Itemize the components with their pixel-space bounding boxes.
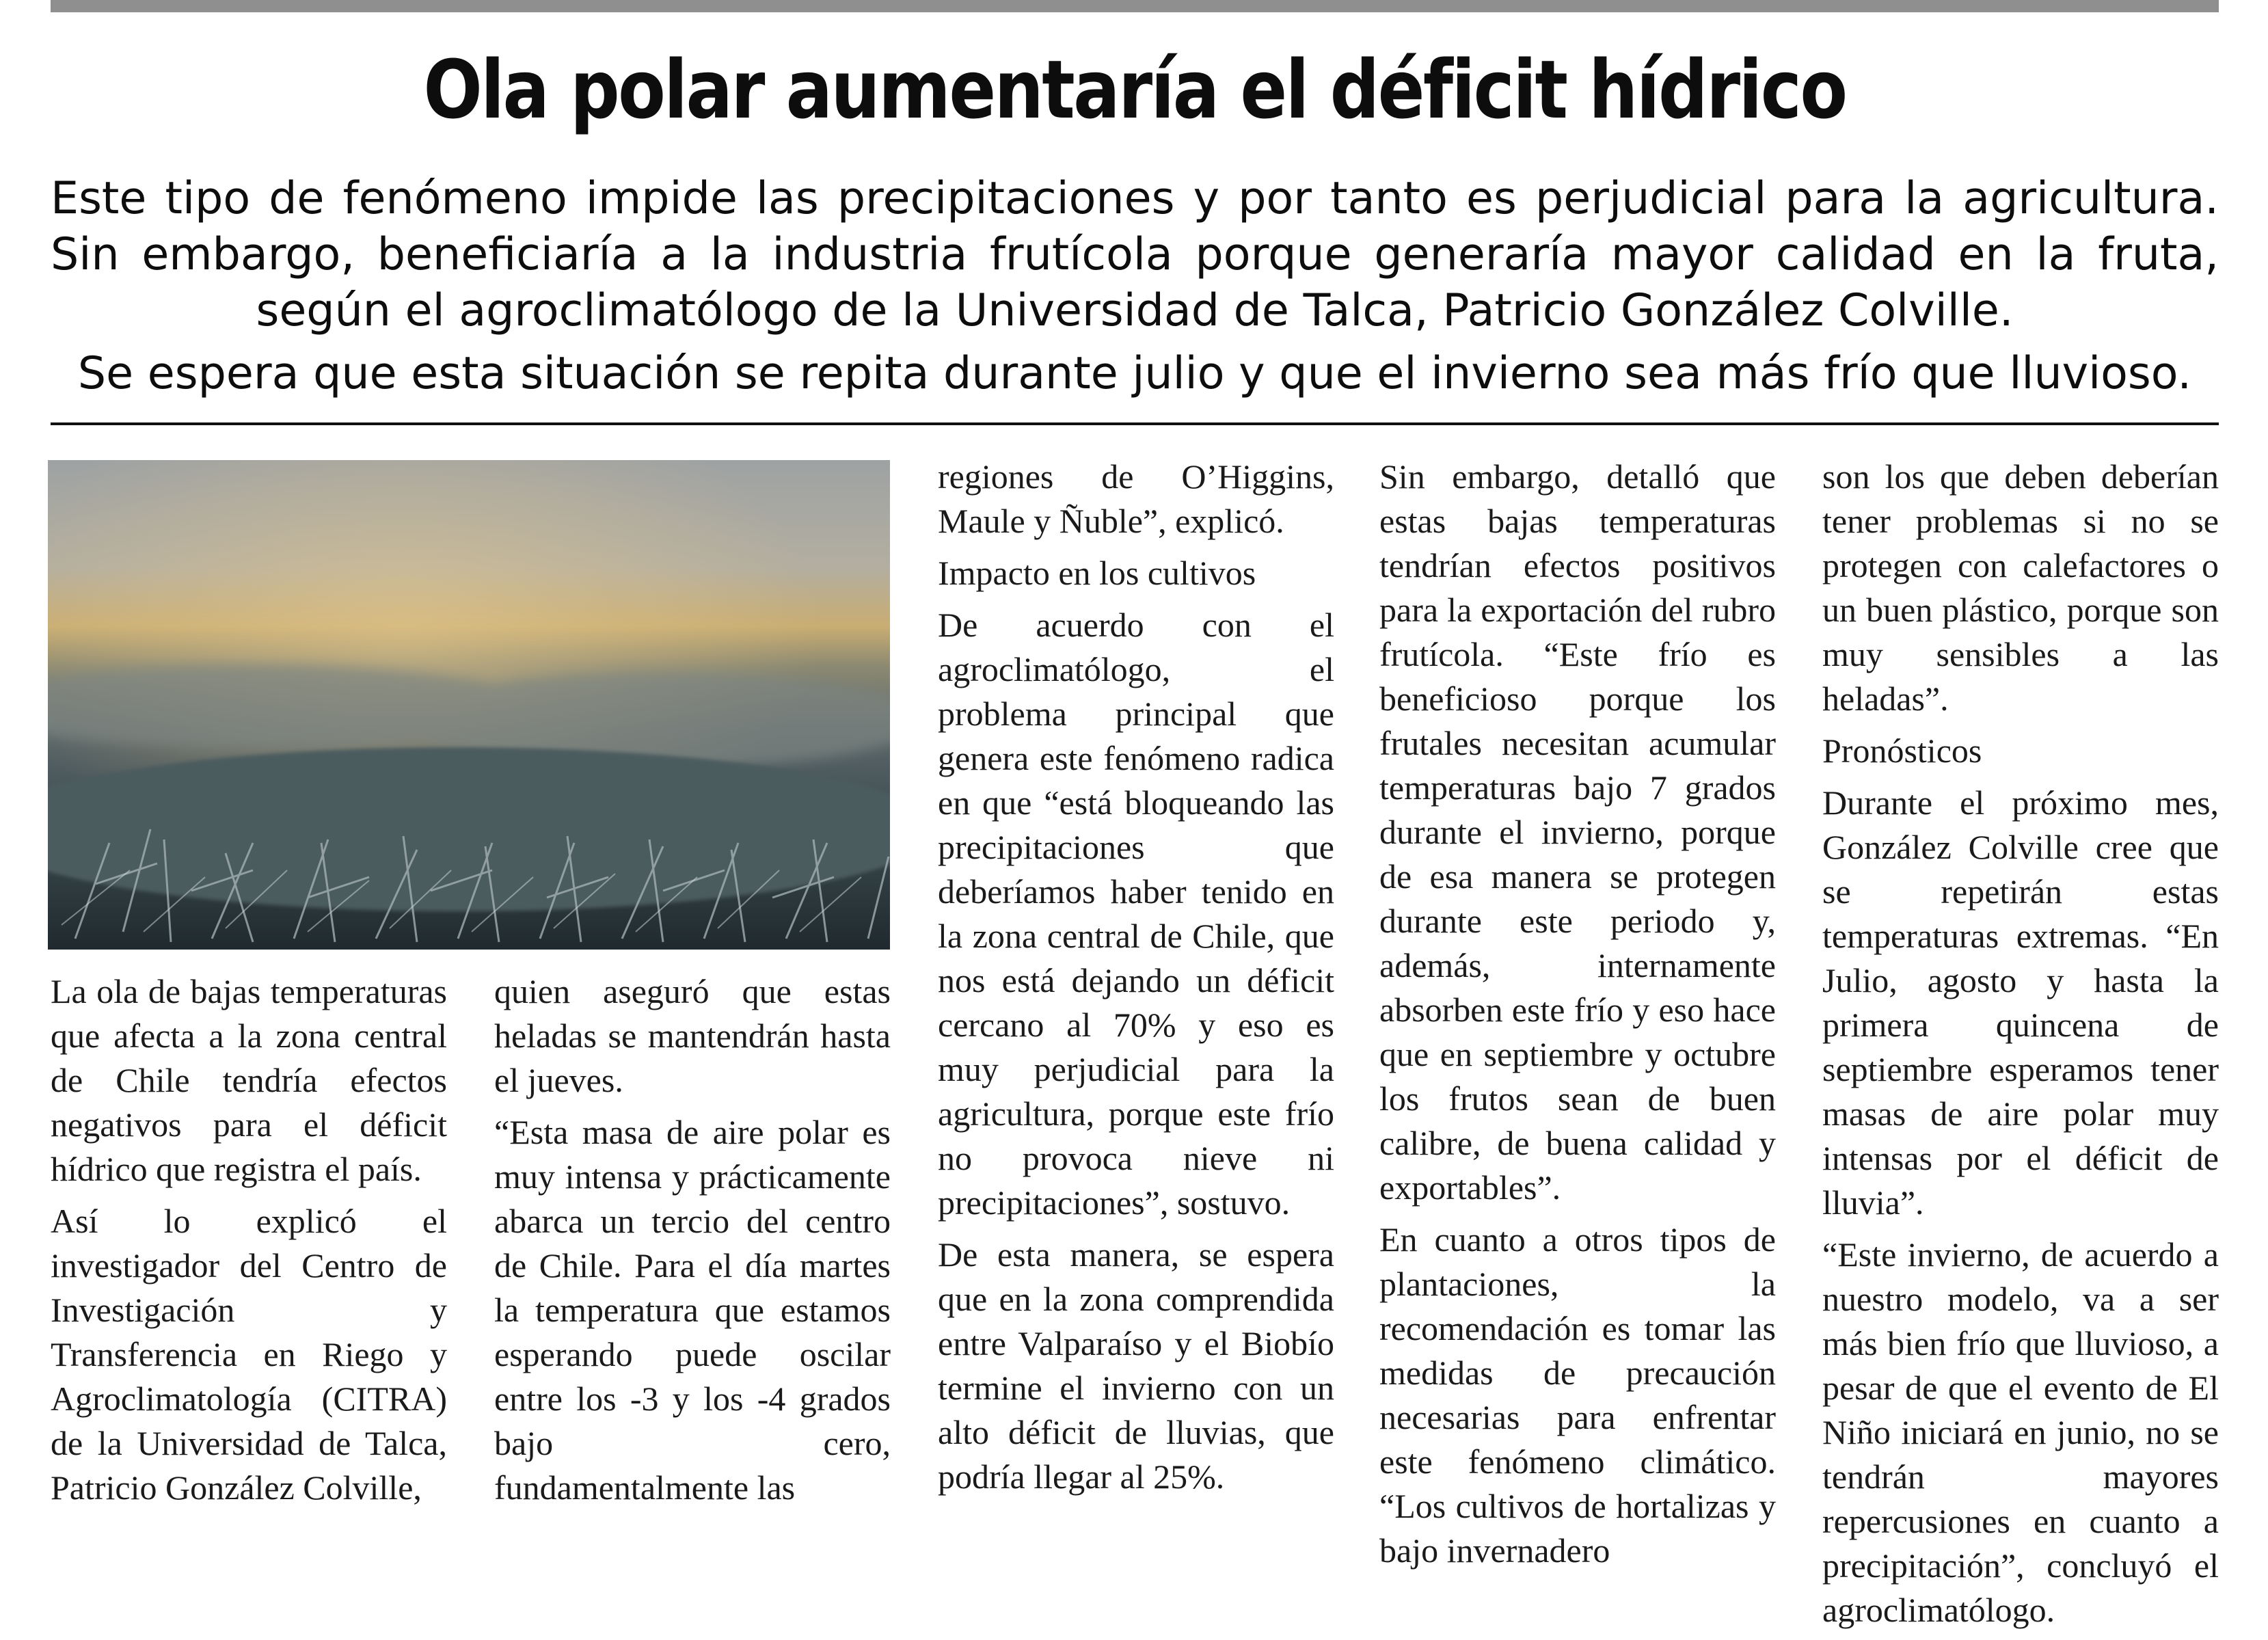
dek-paragraph: Este tipo de fenómeno impide las precipitaciones y por tanto es perjudicial para la agricultura. Sin embargo, beneficiaría a la industria frutícola porque generaría mayor calidad en la fruta, según el agroclimatólogo de la Universidad de Talca, Patricio González Colville. bbox=[51, 173, 2219, 336]
headline: Ola polar aumentaría el déficit hídrico bbox=[423, 42, 1846, 137]
body-paragraph: quien aseguró que estas heladas se mantendrán hasta el jueves. bbox=[494, 972, 891, 1099]
body-paragraph: Así lo explicó el investigador del Centro de Investigación y Transferencia en Riego y Agroclimatología (CITRA) de la Universidad de Talca, Patricio González Colville, bbox=[51, 1202, 447, 1507]
separator-rule bbox=[51, 422, 2219, 425]
body-paragraph: “Este invierno, de acuerdo a nuestro modelo, va a ser más bien frío que lluvioso, a pesar de que el evento de El Niño iniciará en junio, no se tendrán mayores repercusiones en cuanto a precipitación”, concluyó el agroclimatólogo. bbox=[1822, 1235, 2219, 1629]
top-rule bbox=[51, 0, 2219, 12]
subhead-impacto: Impacto en los cultivos bbox=[938, 554, 1256, 592]
article-photo bbox=[48, 460, 890, 950]
subhead-pronosticos: Pronósticos bbox=[1822, 731, 1982, 770]
column-3 bbox=[938, 455, 1334, 1507]
column-1 bbox=[51, 969, 447, 1518]
body-paragraph: regiones de O’Higgins, Maule y Ñuble”, explicó. bbox=[938, 457, 1334, 540]
body-paragraph: Sin embargo, detalló que estas bajas temperaturas tendrían efectos positivos para la exportación del rubro frutícola. “Este frío es beneficioso porque los frutales necesitan acumular temperaturas bajo 7 grados durante el invierno, porque de esa manera se protegen durante este periodo y, además, internamente absorben este frío y eso hace que en septiembre y octubre los frutos sean de buen calibre, de buena calidad y exportables”. bbox=[1379, 457, 1776, 1207]
body-paragraph: De esta manera, se espera que en la zona comprendida entre Valparaíso y el Biobío termine el invierno con un alto déficit de lluvias, que podría llegar al 25%. bbox=[938, 1235, 1334, 1496]
dek-paragraph: Se espera que esta situación se repita durante julio y que el invierno sea más frío que lluvioso. bbox=[77, 348, 2192, 399]
frost-grass-image bbox=[48, 460, 890, 950]
body-paragraph: “Esta masa de aire polar es muy intensa y prácticamente abarca un tercio del centro de Chile. Para el día martes la temperatura que estamos esperando puede oscilar entre los -3 y los -4 grados bajo cero, fundamentalmente las bbox=[494, 1113, 891, 1507]
body-paragraph: son los que deben deberían tener problemas si no se protegen con calefactores o un buen plástico, porque son muy sensibles a las heladas”. bbox=[1822, 457, 2219, 718]
body-paragraph: Durante el próximo mes, González Colville cree que se repetirán estas temperaturas extremas. “En Julio, agosto y hasta la primera quincena de septiembre esperamos tener masas de aire polar muy intensas por el déficit de lluvia”. bbox=[1822, 783, 2219, 1222]
column-5 bbox=[1822, 455, 2219, 1640]
body-paragraph: De acuerdo con el agroclimatólogo, el problema principal que genera este fenómeno radica en que “está bloqueando las precipitaciones que deberíamos haber tenido en la zona central de Chile, que nos está dejando un déficit cercano al 70% y eso es muy perjudicial para la agricultura, porque este frío no provoca nieve ni precipitaciones”, sostuvo. bbox=[938, 606, 1334, 1222]
body-paragraph: En cuanto a otros tipos de plantaciones, la recomendación es tomar las medidas de precaución necesarias para enfrentar este fenómeno climático. “Los cultivos de hortalizas y bajo invernadero bbox=[1379, 1220, 1776, 1570]
body-paragraph: La ola de bajas temperaturas que afecta a la zona central de Chile tendría efectos negativos para el déficit hídrico que registra el país. bbox=[51, 972, 447, 1188]
dek bbox=[51, 171, 2219, 402]
column-2 bbox=[494, 969, 891, 1518]
column-4 bbox=[1379, 455, 1776, 1581]
